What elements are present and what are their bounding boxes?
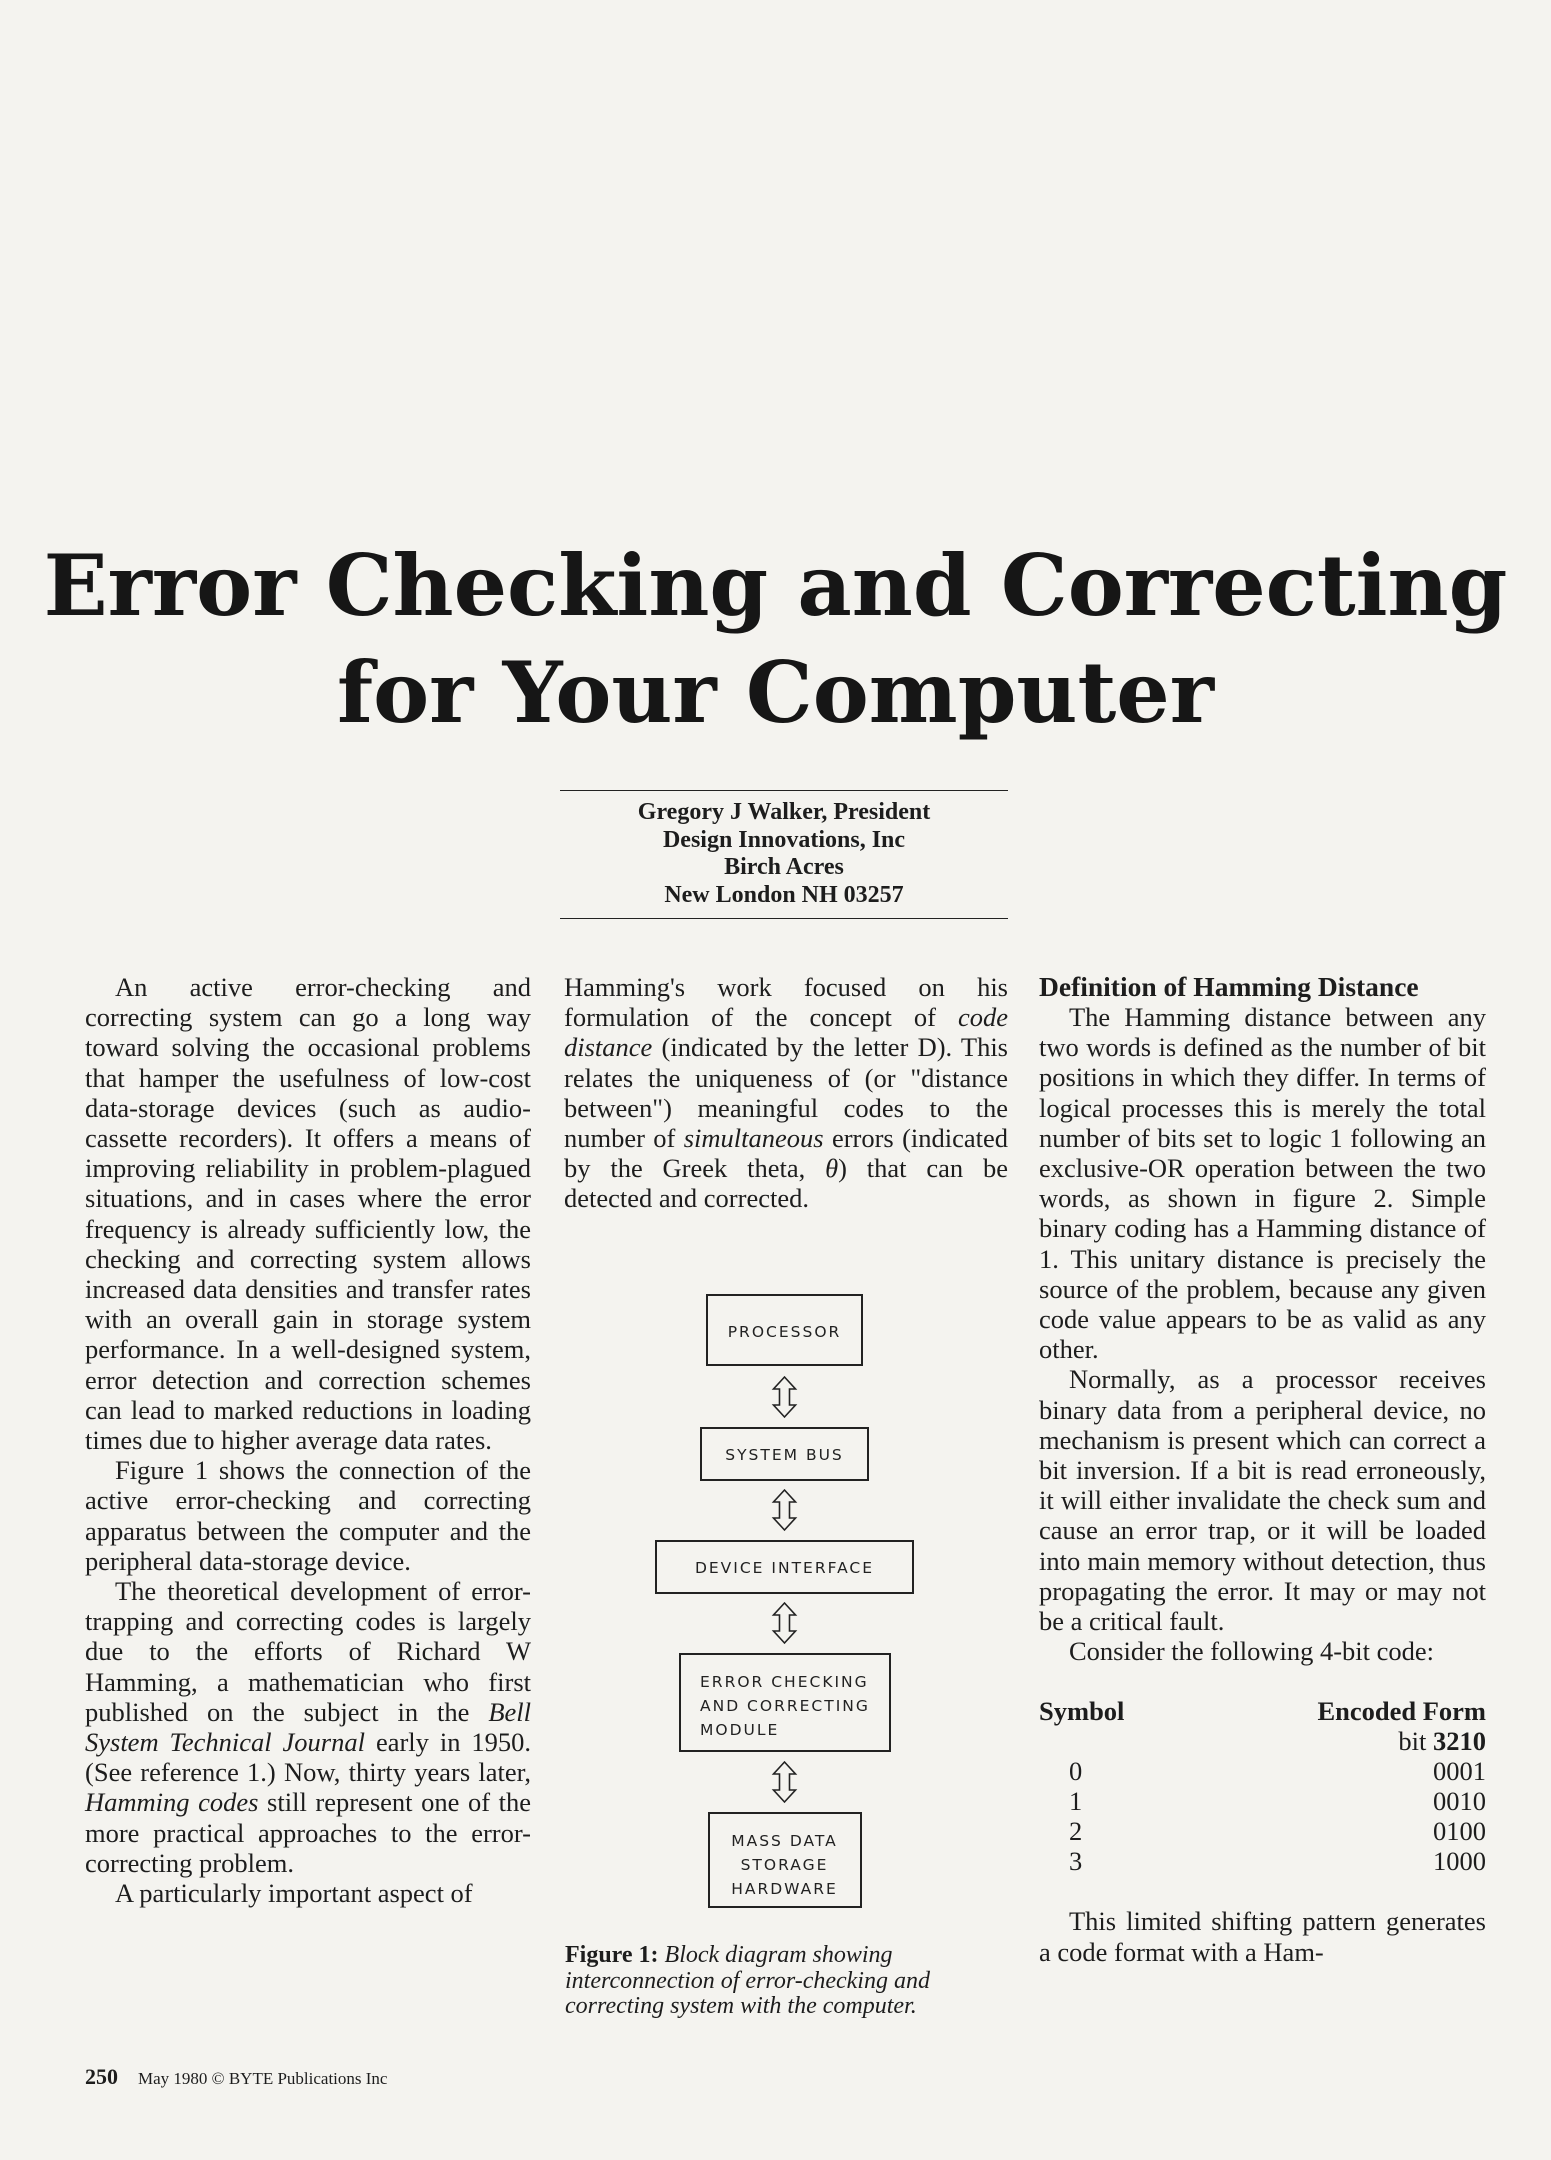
author-city: New London NH 03257 — [664, 881, 904, 908]
mass-storage-label-line-3: HARDWARE — [731, 1880, 838, 1898]
bus-arrow-4 — [774, 1762, 796, 1802]
error-checking-module-label-line-3: MODULE — [700, 1721, 780, 1739]
col3-paragraph-3: Consider the following 4-bit code: — [1069, 1636, 1435, 1667]
symbol-cell: 2 — [1069, 1816, 1083, 1847]
symbol-cell: 3 — [1069, 1846, 1083, 1877]
mass-storage-label-line-2: STORAGE — [740, 1856, 829, 1874]
col3-paragraph-2: Normally, as a processor receives binary data from a peripheral device, no mechanism is present which can correct a bit inversion. If a bit is read erroneously, it will either invalidate the check sum and cause an error trap, or it will be loaded into main memory without detection, thus propagating the error. It may or may not be a critical fault. — [1039, 1364, 1486, 1637]
journal-title: Bell System Technical Journal — [85, 1696, 531, 1758]
processor-box-label: PROCESSOR — [727, 1323, 842, 1341]
theta-symbol: θ — [825, 1153, 839, 1184]
col1-p3-text-b: early in 1950. (See reference 1.) Now, thirty years later, — [85, 1727, 532, 1788]
byline-bottom-rule — [560, 918, 1008, 919]
page-number: 250 — [85, 2064, 118, 2089]
author-street: Birch Acres — [724, 854, 844, 880]
symbol-column-header: Symbol — [1039, 1696, 1125, 1727]
system-bus-box-label: SYSTEM BUS — [725, 1446, 844, 1464]
figure-1-caption-text: Block diagram showing interconnection of error-checking and correcting system with the computer. — [565, 1942, 930, 2019]
col1-paragraph-4: A particularly important aspect of — [115, 1878, 473, 1909]
page-footer — [85, 2064, 387, 2090]
table-row — [1039, 1786, 1486, 1816]
bus-arrow-1 — [774, 1377, 796, 1417]
text-column-1 — [85, 972, 531, 1908]
symbol-cell: 1 — [1069, 1786, 1083, 1817]
author-name: Gregory J Walker, President — [637, 799, 931, 825]
col1-paragraph-1: An active error-checking and correcting system can go a long way toward solving the occasional problems that hamper the usefulness of low-cost data-storage devices (such as audio-cassette recorders). It offers a means of improving reliability in problem-plagued situations, and in cases where the error frequency is already sufficiently low, the checking and correcting system allows increased data densities and transfer rates with an overall gain in storage system performance. In a well-designed system, error detection and correction schemes can lead to marked reductions in loading times due to higher average data rates. — [85, 972, 531, 1456]
encoded-column-header: Encoded Form — [1317, 1696, 1486, 1727]
col2-text-b: (indicated by the letter D). This relates the uniqueness of (or "distance between") meaningful codes to the number of — [564, 1032, 1008, 1154]
table-row — [1039, 1816, 1486, 1846]
error-checking-module-label-line-2: AND CORRECTING — [700, 1697, 870, 1715]
error-checking-module-label-line-1: ERROR CHECKING — [700, 1673, 869, 1691]
col2-text-a: Hamming's work focused on his formulation of the concept of — [564, 972, 1008, 1033]
figure-1-caption-label: Figure 1: — [565, 1942, 659, 1968]
bit-label — [1189, 1726, 1486, 1756]
text-column-2 — [564, 972, 1008, 1214]
bus-arrow-2 — [774, 1490, 796, 1530]
col3-paragraph-4: This limited shifting pattern generates a code format with a Ham- — [1039, 1906, 1486, 1967]
byline — [560, 799, 1008, 909]
col2-paragraph-1 — [564, 972, 1008, 1214]
hamming-codes-term: Hamming codes — [85, 1787, 259, 1818]
mass-storage-label-line-1: MASS DATA — [731, 1832, 838, 1850]
byline-top-rule — [560, 790, 1008, 791]
code-table-header-row — [1039, 1696, 1486, 1726]
text-column-3 — [1039, 972, 1486, 1967]
bit-positions: 3210 — [1433, 1726, 1486, 1757]
figure-1-block-diagram — [560, 1285, 1020, 1925]
article-title-line-2: for Your Computer — [337, 643, 1214, 742]
symbol-cell: 0 — [1069, 1756, 1083, 1787]
code-cell: 1000 — [1433, 1846, 1486, 1877]
bus-arrow-3 — [774, 1603, 796, 1643]
table-row — [1039, 1756, 1486, 1786]
col1-paragraph-3 — [85, 1576, 531, 1878]
simultaneous-term: simultaneous — [683, 1123, 824, 1154]
code-table-bit-row — [1039, 1726, 1486, 1756]
article-title-line-1: Error Checking and Correcting — [43, 536, 1508, 635]
section-heading: Definition of Hamming Distance — [1039, 971, 1419, 1002]
code-cell: 0001 — [1433, 1756, 1486, 1787]
col1-p3-text-a: The theoretical development of error-trapping and correcting codes is largely due to the efforts of Richard W Hamming, a mathematician who first published on the subject in the — [85, 1576, 531, 1727]
code-table — [1039, 1696, 1486, 1876]
col1-paragraph-2: Figure 1 shows the connection of the active error-checking and correcting apparatus between the computer and the peripheral data-storage device. — [85, 1455, 531, 1576]
col2-text-c: errors (indicated by the Greek theta, — [564, 1123, 1009, 1184]
col2-text-d: ) that can be detected and corrected. — [564, 1153, 1008, 1214]
device-interface-box-label: DEVICE INTERFACE — [694, 1559, 875, 1577]
table-row — [1039, 1846, 1486, 1876]
code-cell: 0010 — [1433, 1786, 1486, 1817]
figure-1-caption — [565, 1943, 1009, 2020]
code-distance-term: code distance — [564, 1002, 1008, 1063]
author-company: Design Innovations, Inc — [662, 826, 906, 853]
code-cell: 0100 — [1433, 1816, 1486, 1847]
col3-paragraph-1: The Hamming distance between any two words is defined as the number of bit positions in which they differ. In terms of logical processes this is merely the total number of bits set to logic 1 following an exclusive-OR operation between the two words, as shown in figure 2. Simple binary coding has a Hamming distance of 1. This unitary distance is precisely the source of the problem, because any given code value appears to be as valid as any other. — [1039, 1002, 1486, 1365]
col1-p3-text-c: still represent one of the more practical approaches to the error-correcting problem. — [85, 1787, 531, 1878]
footer-credit: May 1980 © BYTE Publications Inc — [138, 2069, 388, 2088]
bit-prefix: bit — [1398, 1726, 1427, 1757]
